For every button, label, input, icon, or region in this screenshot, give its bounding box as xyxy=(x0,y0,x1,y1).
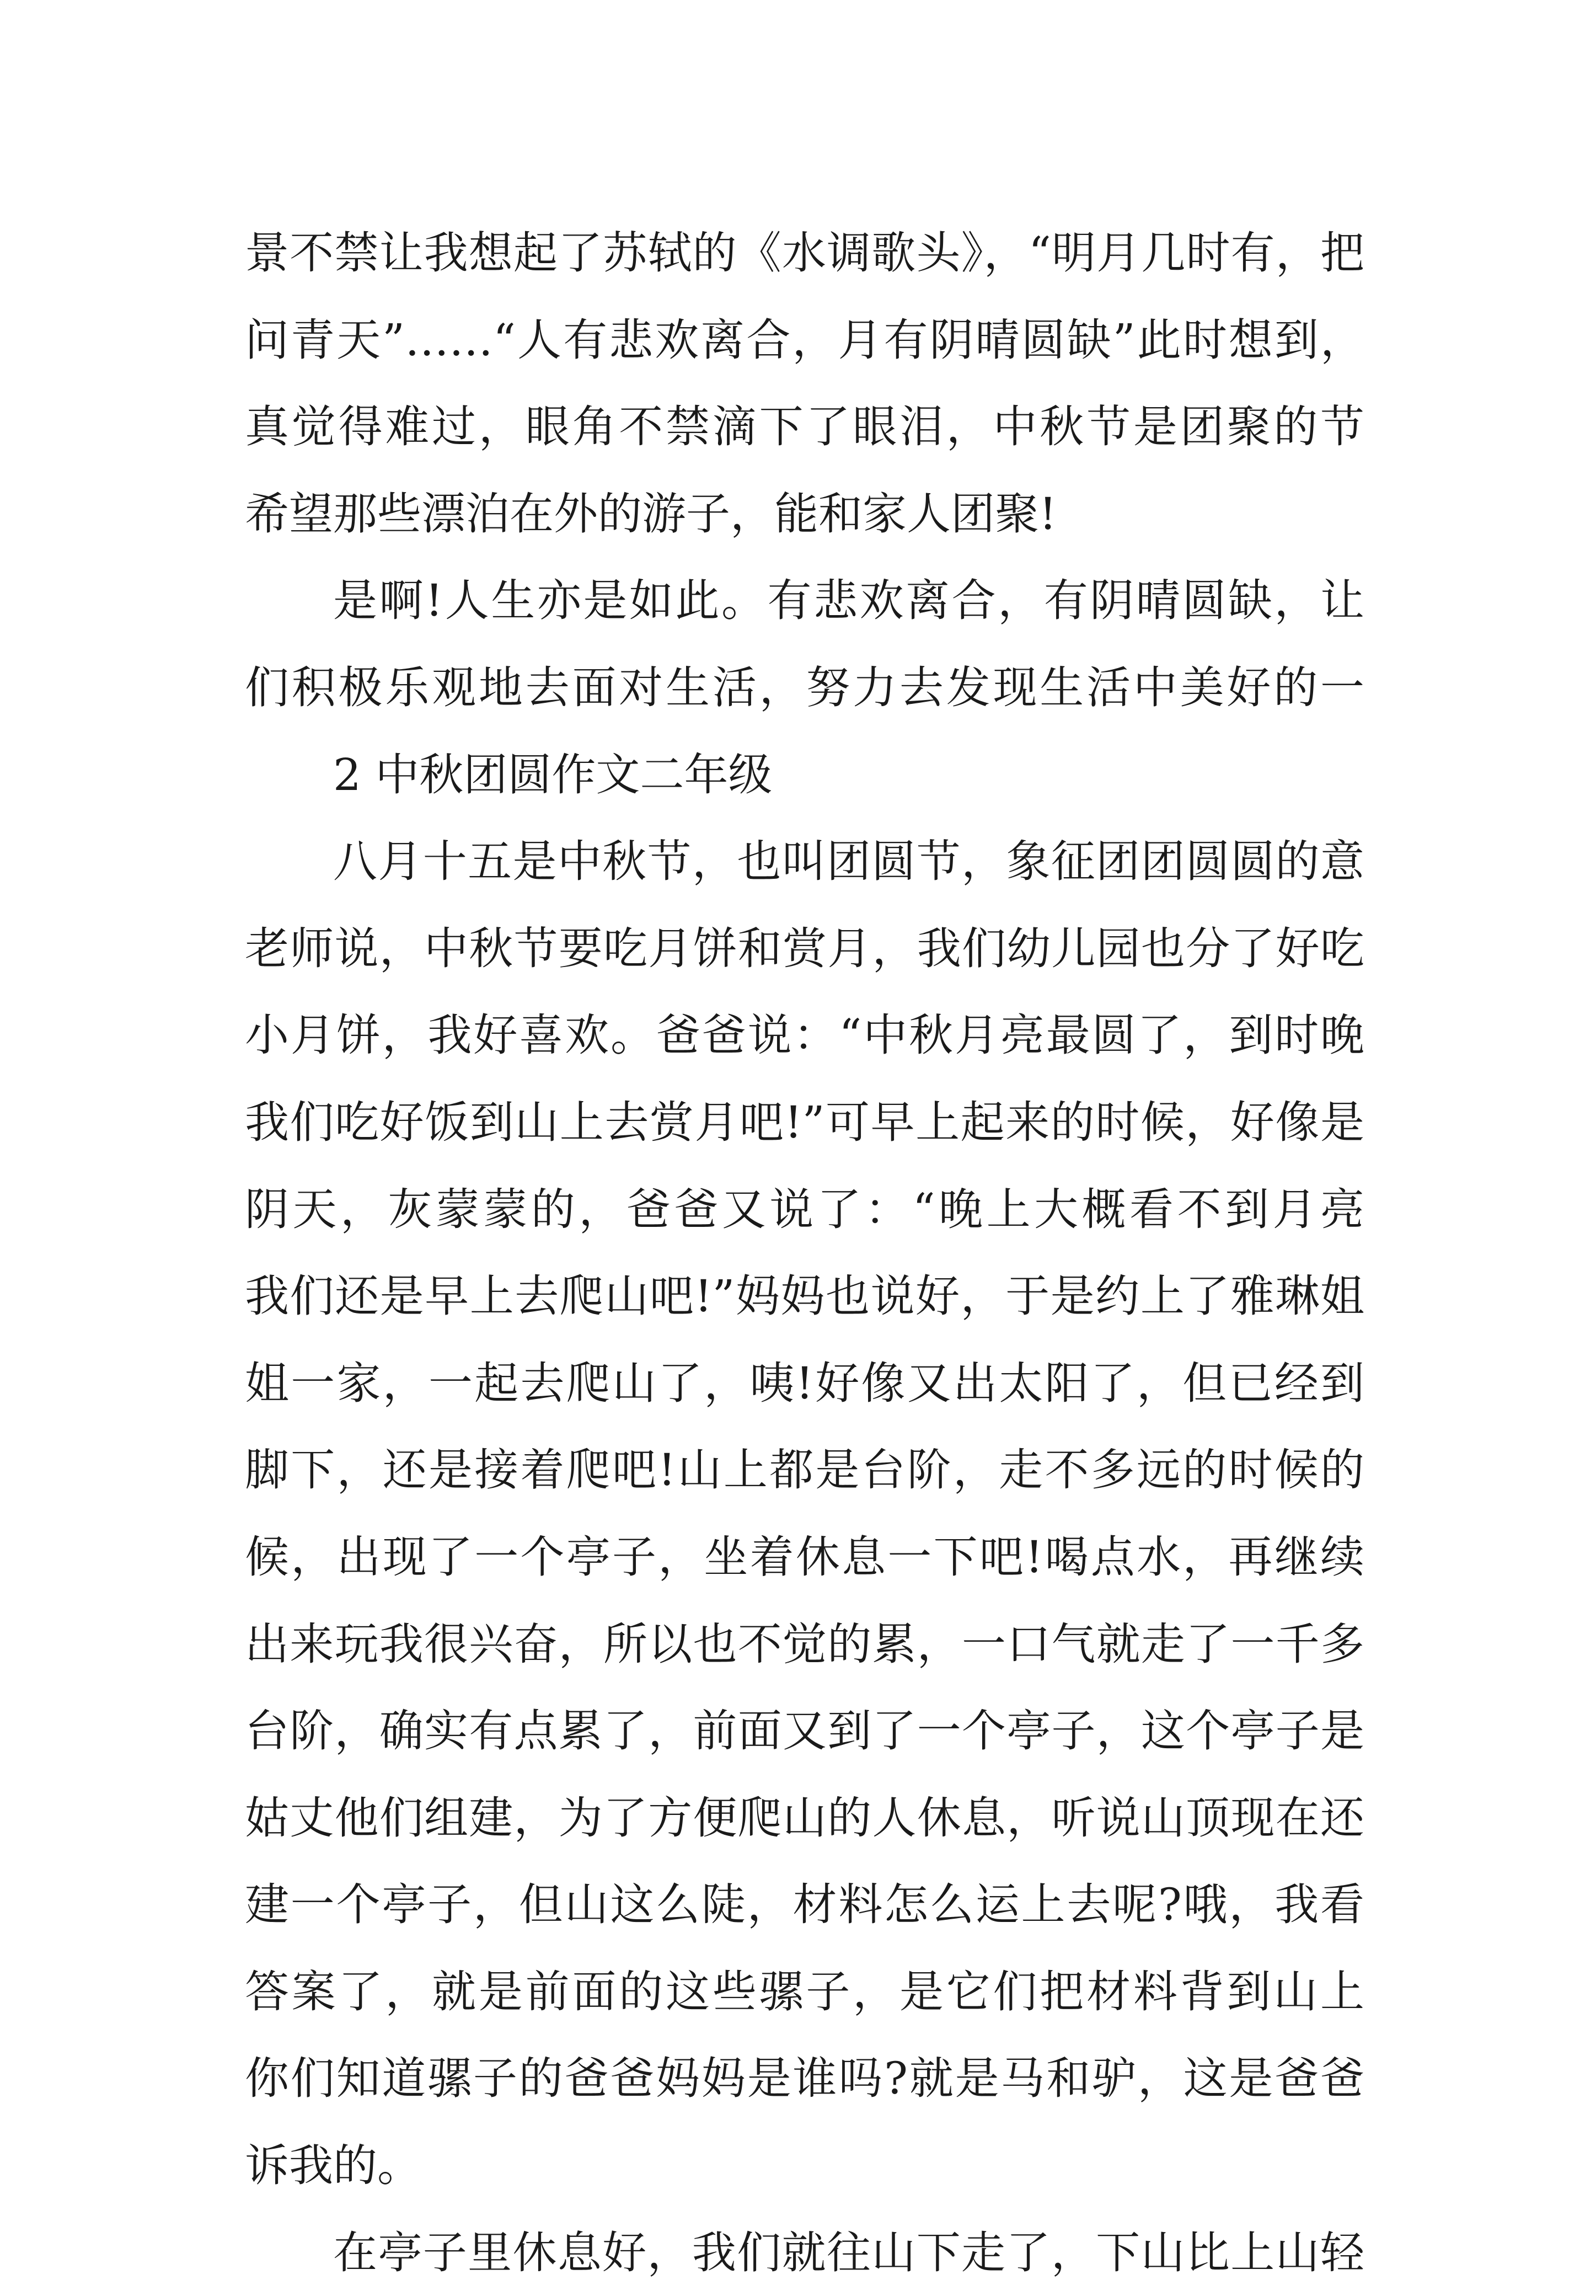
text-line: 脚下，还是接着爬吧!山上都是台阶，走不多远的时候的 xyxy=(245,1444,1364,1496)
text-line: 答案了，就是前面的这些骡子，是它们把材料背到山上 xyxy=(245,1966,1364,2017)
text-line: 景不禁让我想起了苏轼的《水调歌头》，“明月几时有，把 xyxy=(245,227,1364,279)
text-line: 我们还是早上去爬山吧!”妈妈也说好，于是约上了雅琳姐 xyxy=(245,1270,1364,1322)
text-line: 建一个亭子，但山这么陡，材料怎么运上去呢?哦，我看 xyxy=(245,1879,1364,1931)
text-line: 你们知道骡子的爸爸妈妈是谁吗?就是马和驴，这是爸爸 xyxy=(245,2053,1364,2105)
text-line: 阴天，灰蒙蒙的，爸爸又说了：“晚上大概看不到月亮 xyxy=(245,1183,1364,1235)
text-line: 出来玩我很兴奋，所以也不觉的累，一口气就走了一千多 xyxy=(245,1618,1364,1670)
text-line: 八月十五是中秋节，也叫团圆节，象征团团圆圆的意 xyxy=(333,836,1364,888)
text-line: 诉我的。 xyxy=(245,2140,421,2192)
text-line: 2 中秋团圆作文二年级 xyxy=(333,749,773,800)
text-line: 姐一家，一起去爬山了，咦!好像又出太阳了，但已经到 xyxy=(245,1357,1364,1409)
text-line: 在亭子里休息好，我们就往山下走了，下山比上山轻 xyxy=(333,2226,1364,2278)
text-line: 是啊!人生亦是如此。有悲欢离合，有阴晴圆缺，让 xyxy=(333,575,1364,627)
text-line: 老师说，中秋节要吃月饼和赏月，我们幼儿园也分了好吃 xyxy=(245,922,1364,974)
text-line: 真觉得难过，眼角不禁滴下了眼泪，中秋节是团聚的节 xyxy=(245,401,1364,453)
text-line: 姑丈他们组建，为了方便爬山的人休息，听说山顶现在还 xyxy=(245,1792,1364,1844)
text-line: 小月饼，我好喜欢。爸爸说：“中秋月亮最圆了，到时晚 xyxy=(245,1010,1364,1061)
text-line: 我们吃好饭到山上去赏月吧!”可早上起来的时候，好像是 xyxy=(245,1096,1364,1148)
text-line: 们积极乐观地去面对生活，努力去发现生活中美好的一 xyxy=(245,661,1364,713)
text-line: 候，出现了一个亭子，坐着休息一下吧!喝点水，再继续 xyxy=(245,1531,1364,1583)
text-line: 问青天”……“人有悲欢离合，月有阴晴圆缺”此时想到， xyxy=(245,314,1364,366)
document-body-text xyxy=(245,210,1364,2296)
text-line: 台阶，确实有点累了，前面又到了一个亭子，这个亭子是 xyxy=(245,1705,1364,1757)
text-line: 希望那些漂泊在外的游子，能和家人团聚! xyxy=(245,488,1057,540)
